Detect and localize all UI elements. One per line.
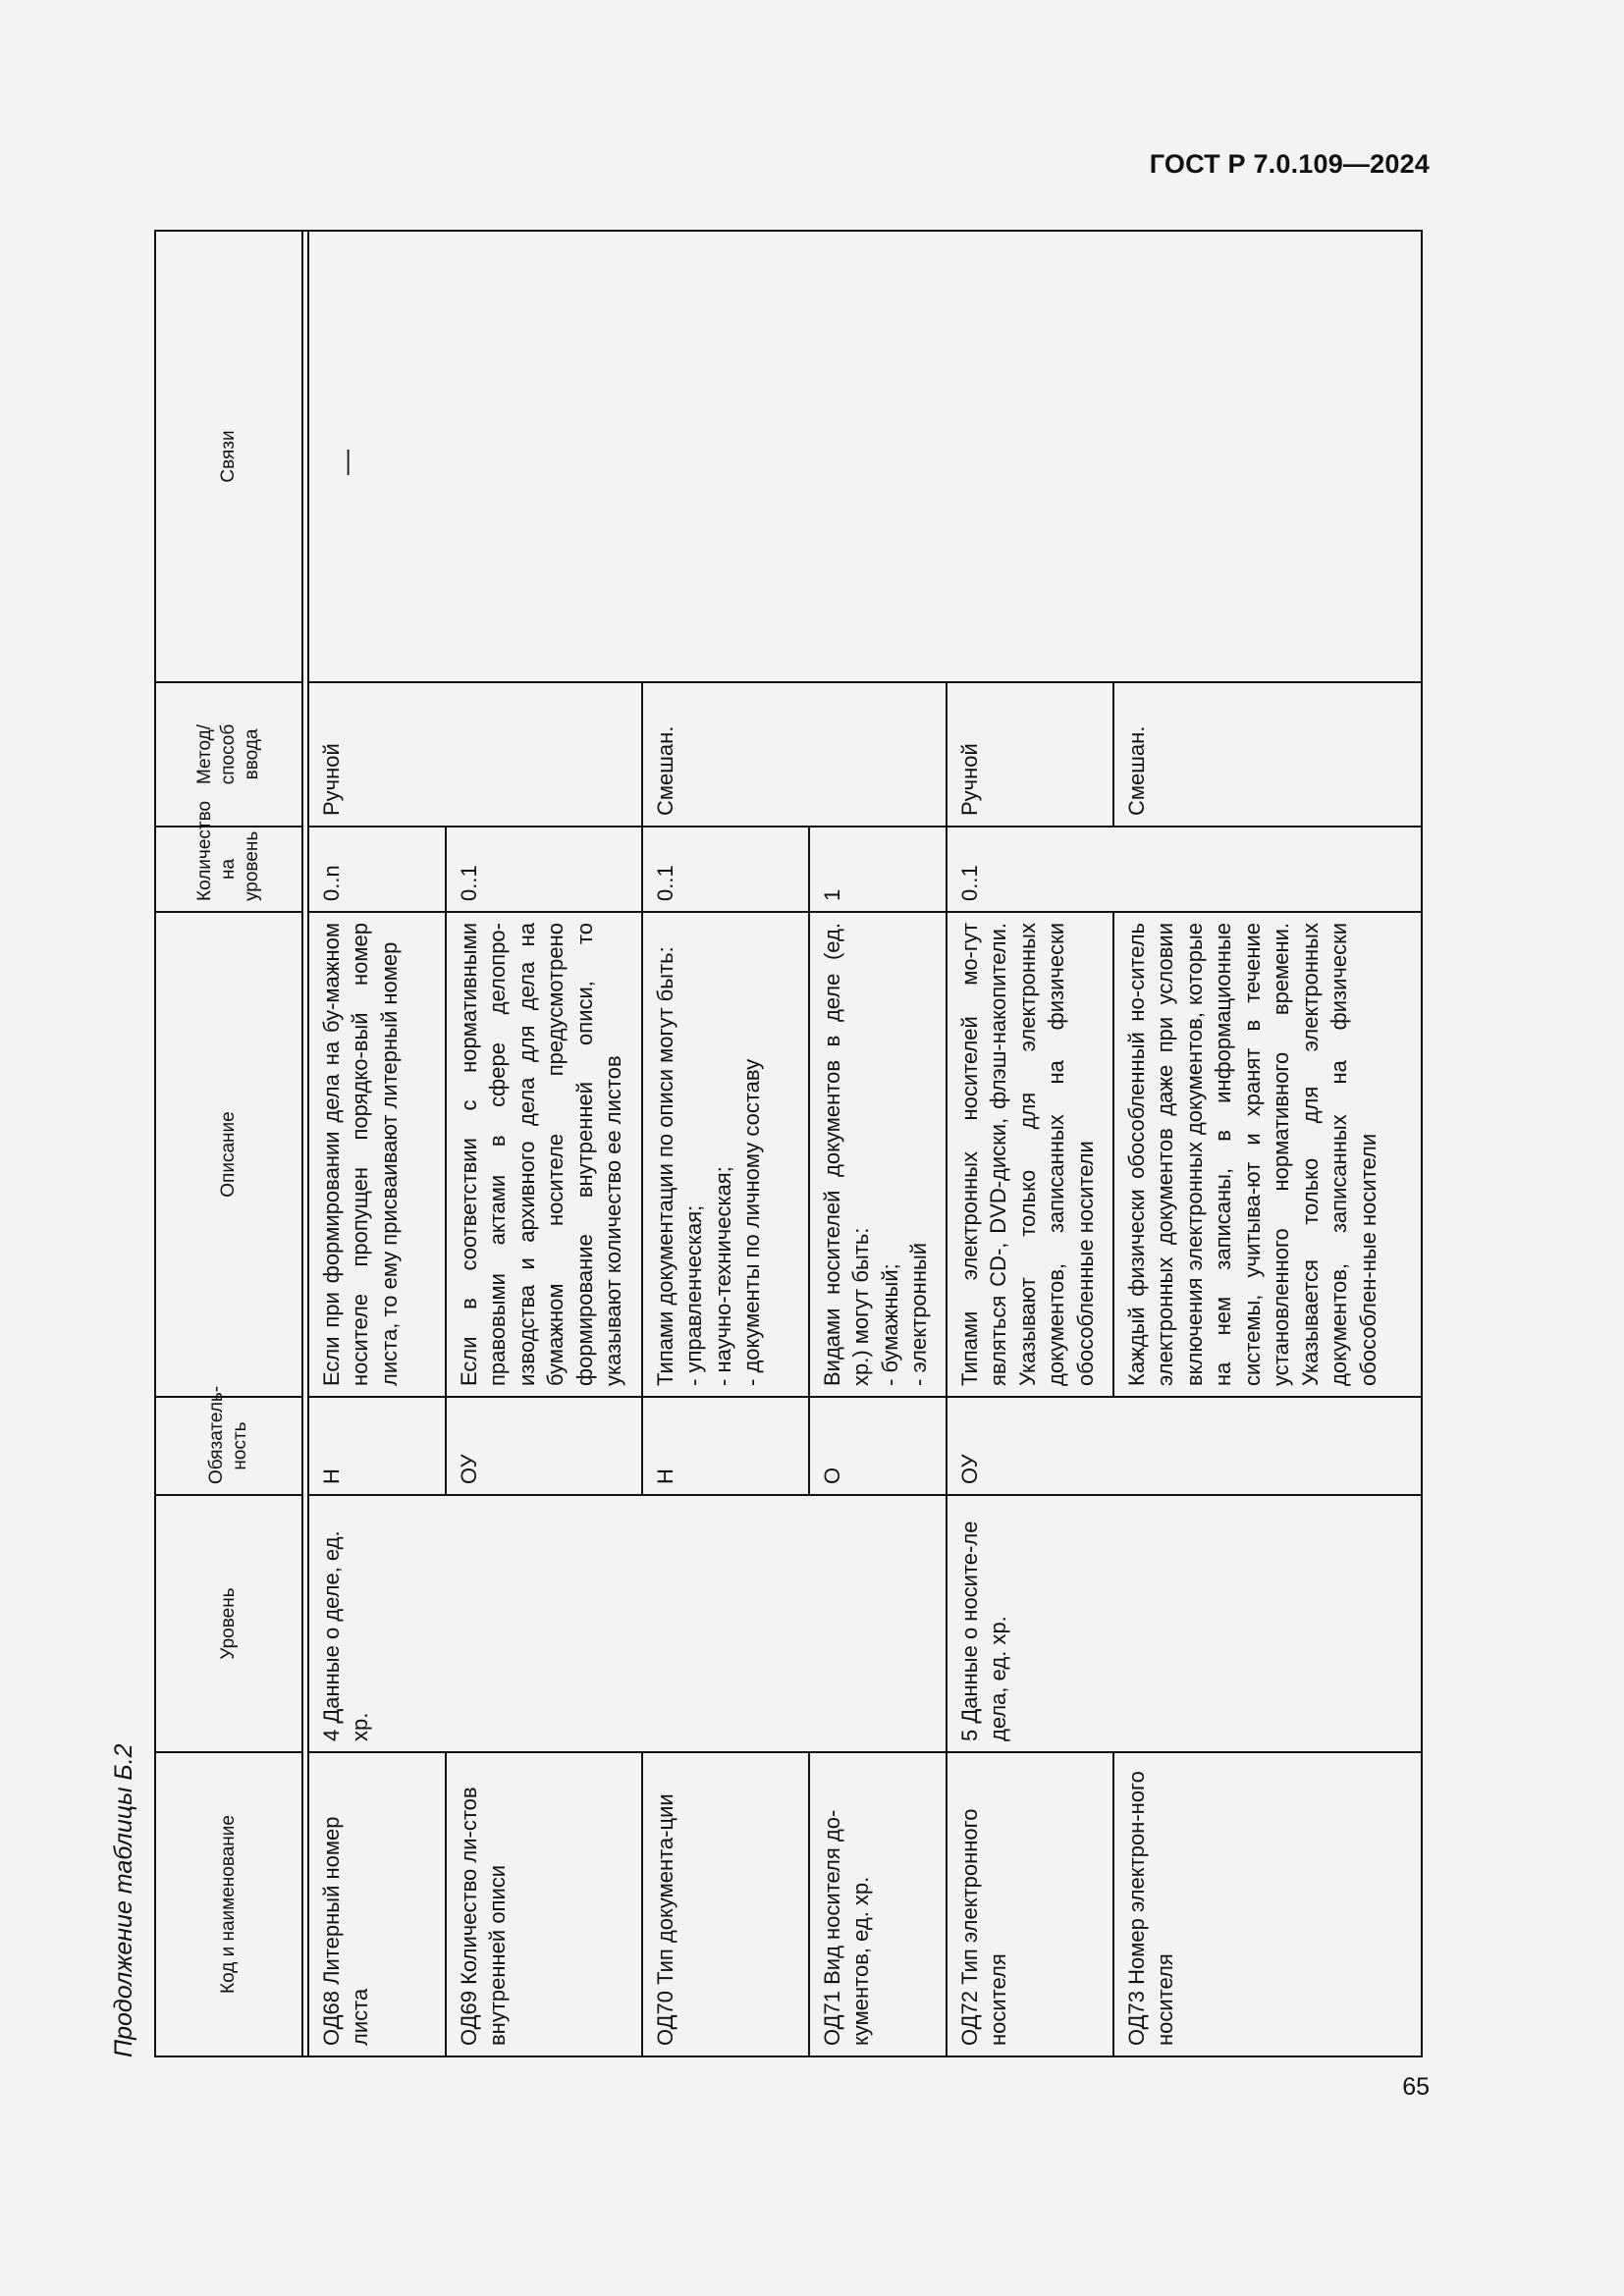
list-item: - электронный [906,1242,932,1386]
list-item: - документы по личному составу [739,1058,765,1386]
col-header-code: Код и наименование [155,1752,302,2056]
list-item: - управленческая; [681,1204,707,1386]
required-cell: О [809,1397,947,1495]
col-header-links: Связи [155,231,302,682]
method-cell: Смешан. [642,682,947,827]
description-cell [809,912,947,1397]
required-cell: ОУ [947,1397,1422,1495]
list-item: - научно-техническая; [710,1166,735,1386]
method-cell: Ручной [308,682,642,827]
level-cell: 4 Данные о деле, ед. хр. [308,1495,947,1752]
count-cell: 0..1 [947,827,1422,912]
col-header-description: Описание [155,912,302,1397]
count-cell: 1 [809,827,947,912]
method-cell: Ручной [947,682,1113,827]
list-item: - бумажный; [877,1263,902,1386]
description-cell: Если в соответствии с нормативными правовыми актами в сфере делопро-изводства и архивного дела для дела на бумажном носителе предусмотрено формирование внутренней описи, то указывают количество ее листов [446,912,642,1397]
code-cell: ОД73 Номер электрон-ного носителя [1113,1752,1422,2056]
description-cell: Типами электронных носителей мо-гут являться CD-, DVD-диски, флэш-накопители. Указывают только для электронных документов, записанных на физически обособленные носители [947,912,1113,1397]
required-cell: Н [642,1397,809,1495]
table-row [308,231,446,2056]
col-header-count: Количество на уровень [155,827,302,912]
level-cell: 5 Данные о носите-ле дела, ед. хр. [947,1495,1422,1752]
count-cell: 0..n [308,827,446,912]
col-header-method: Метод/ способ ввода [155,682,302,827]
description-intro: Видами носителей документов в деле (ед. хр.) могут быть: [820,923,874,1386]
count-cell: 0..1 [642,827,809,912]
page-number: 65 [1402,2073,1430,2101]
rotated-table-container [154,232,1423,2057]
data-elements-table [154,230,1423,2057]
description-intro: Типами документации по описи могут быть: [653,946,677,1386]
code-cell: ОД72 Тип электронного носителя [947,1752,1113,2056]
code-cell: ОД68 Литерный номер листа [308,1752,446,2056]
code-cell: ОД70 Тип документа-ции [642,1752,809,2056]
links-cell: — [308,231,1422,682]
count-cell: 0..1 [446,827,642,912]
col-header-required: Обязатель- ность [155,1397,302,1495]
description-cell [642,912,809,1397]
required-cell: Н [308,1397,446,1495]
code-cell: ОД69 Количество ли-стов внутренней описи [446,1752,642,2056]
required-cell: ОУ [446,1397,642,1495]
method-cell: Смешан. [1113,682,1422,827]
table-header-row [155,231,302,2056]
description-cell: Каждый физически обособленный но-ситель электронных документов даже при условии включения электронных документов, которые на нем записаны, в информационные системы, учитыва-ют и хранят в течение установленного нормативного времени. Указывается только для электронных документов, записанных на физически обособлен-ные носители [1113,912,1422,1397]
col-header-level: Уровень [155,1495,302,1752]
description-cell: Если при формировании дела на бу-мажном носителе пропущен порядко-вый номер листа, то ему присваивают литерный номер [308,912,446,1397]
code-cell: ОД71 Вид носителя до-кументов, ед. хр. [809,1752,947,2056]
table-caption: Продолжение таблицы Б.2 [110,1743,137,2057]
document-standard-id: ГОСТ Р 7.0.109—2024 [1149,149,1430,179]
